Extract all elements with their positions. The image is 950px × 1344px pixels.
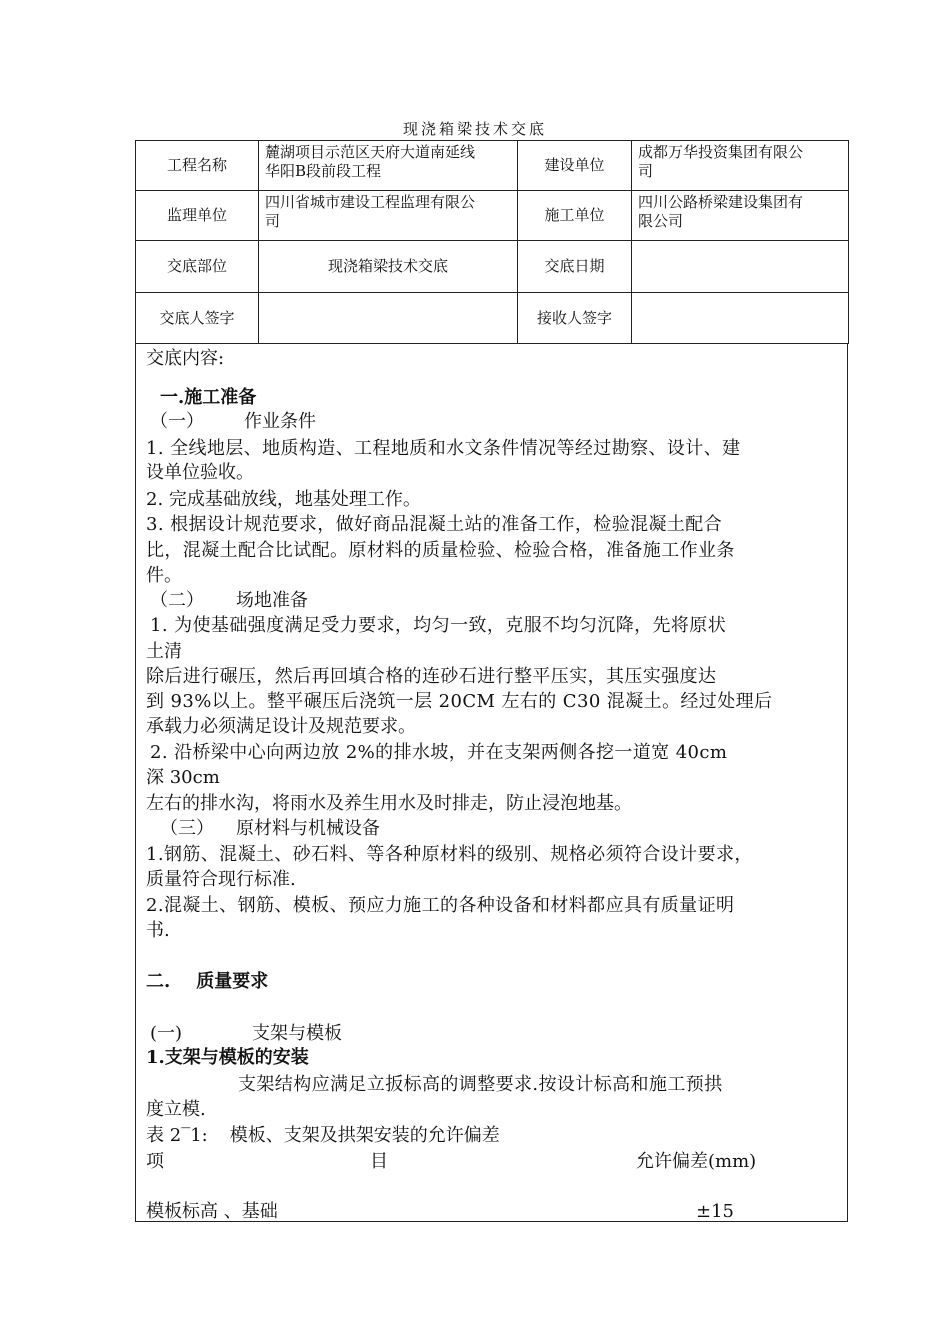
section-number: （三） [160, 818, 214, 839]
section-2-1-heading [150, 1022, 342, 1046]
section-number: (一) [150, 1023, 183, 1044]
paragraph-line: 深 30cm [146, 767, 220, 788]
info-table [135, 140, 849, 344]
receiver-sign-label: 接收人签字 [518, 293, 632, 344]
subsection-title: 1.支架与模板的安装 [146, 1047, 309, 1068]
supervisor-value [259, 191, 518, 241]
section-title: 原材料与机械设备 [236, 818, 380, 839]
section-title: 支架与模板 [252, 1023, 343, 1044]
owner-line: 司 [638, 162, 654, 180]
table-caption [146, 1124, 500, 1148]
caption-prefix: 表 2 [146, 1125, 182, 1146]
owner-value [632, 141, 849, 191]
contractor-line: 四川公路桥梁建设集团有 [638, 193, 804, 211]
paragraph-line: 承载力必须满足设计及规范要求。 [146, 716, 416, 737]
supervisor-label: 监理单位 [136, 191, 259, 241]
paragraph-line: 度立模. [146, 1099, 206, 1120]
table-row [136, 241, 849, 293]
section-1-1-heading [150, 410, 316, 434]
paragraph-line: 设单位验收。 [146, 462, 254, 483]
paragraph-line: 件。 [146, 565, 182, 586]
paragraph-line: 除后进行碾压，然后再回填合格的连砂石进行整平压实，其压实强度达 [146, 666, 717, 687]
paragraph-line: 1. 全线地层、地质构造、工程地质和水文条件情况等经过勘察、设计、建 [146, 438, 741, 459]
tolerance-row-value: ±15 [696, 1201, 734, 1222]
table-row [136, 191, 849, 241]
paragraph-line: 支架结构应满足立扳标高的调整要求.按设计标高和施工预拱 [238, 1074, 723, 1095]
caption-number: 1: [190, 1125, 208, 1146]
paragraph-line: 书. [146, 920, 170, 941]
section-title: 场地准备 [236, 590, 308, 611]
caption-text: 模板、支架及拱架安装的允许偏差 [229, 1125, 500, 1146]
supervisor-line: 司 [265, 212, 281, 230]
paragraph-line: 1.钢筋、混凝土、砂石料、等各种原材料的级别、规格必须符合设计要求， [146, 844, 753, 865]
section-1-3-heading [160, 817, 380, 841]
contractor-value [632, 191, 849, 241]
section-2-heading [146, 970, 268, 994]
paragraph-line: 左右的排水沟，将雨水及养生用水及时排走，防止浸泡地基。 [146, 793, 632, 814]
paragraph-line: 到 93%以上。整平碾压后浇筑一层 20CM 左右的 C30 混凝土。经过处理后 [146, 691, 773, 712]
owner-label: 建设单位 [518, 141, 632, 191]
column-header-tolerance: 允许偏差(mm) [636, 1151, 757, 1172]
paragraph-line: 土清 [146, 641, 182, 662]
section-title: 作业条件 [244, 411, 316, 432]
project-name-value [259, 141, 518, 191]
part-label: 交底部位 [136, 241, 259, 293]
part-value: 现浇箱梁技术交底 [259, 241, 518, 293]
project-name-label: 工程名称 [136, 141, 259, 191]
caption-separator: ‾ [181, 1125, 191, 1146]
paragraph-line: 2. 完成基础放线，地基处理工作。 [146, 489, 421, 510]
tolerance-row-item: 模板标高 、基础 [146, 1201, 278, 1222]
discloser-sign-cell [259, 293, 518, 344]
document-title: 现浇箱梁技术交底 [402, 120, 547, 138]
section-1-2-heading [150, 589, 308, 613]
contractor-line: 限公司 [638, 212, 684, 230]
project-name-line: 麓湖项目示范区天府大道南延线 [265, 143, 476, 161]
date-value [632, 241, 849, 293]
column-header-item-2: 目 [370, 1151, 388, 1172]
section-1-title: 一.施工准备 [160, 387, 257, 408]
paragraph-line: 2. 沿桥梁中心向两边放 2%的排水坡，并在支架两侧各挖一道宽 40cm [150, 742, 728, 763]
paragraph-line: 3. 根据设计规范要求，做好商品混凝土站的准备工作，检验混凝土配合 [146, 514, 723, 535]
owner-line: 成都万华投资集团有限公 [638, 143, 804, 161]
contractor-label: 施工单位 [518, 191, 632, 241]
receiver-sign-cell [632, 293, 849, 344]
section-number: （二） [150, 590, 204, 611]
supervisor-line: 四川省城市建设工程监理有限公 [265, 193, 476, 211]
paragraph-line: 质量符合现行标准. [146, 869, 296, 890]
paragraph-line: 2.混凝土、钢筋、模板、预应力施工的各种设备和材料都应具有质量证明 [146, 895, 735, 916]
date-label: 交底日期 [518, 241, 632, 293]
paragraph-line: 1. 为使基础强度满足受力要求，均匀一致，克服不均匀沉降，先将原状 [150, 615, 727, 636]
section-number: （一） [150, 411, 204, 432]
section-title: 质量要求 [196, 971, 269, 992]
column-header-item-1: 项 [146, 1151, 164, 1172]
content-heading: 交底内容: [146, 348, 225, 369]
table-row [136, 141, 849, 191]
section-number: 二. [146, 971, 171, 992]
discloser-sign-label: 交底人签字 [136, 293, 259, 344]
paragraph-line: 比，混凝土配合比试配。原材料的质量检验、检验合格，准备施工作业条 [146, 540, 735, 561]
table-row [136, 293, 849, 344]
project-name-line: 华阳B段前段工程 [265, 162, 382, 180]
